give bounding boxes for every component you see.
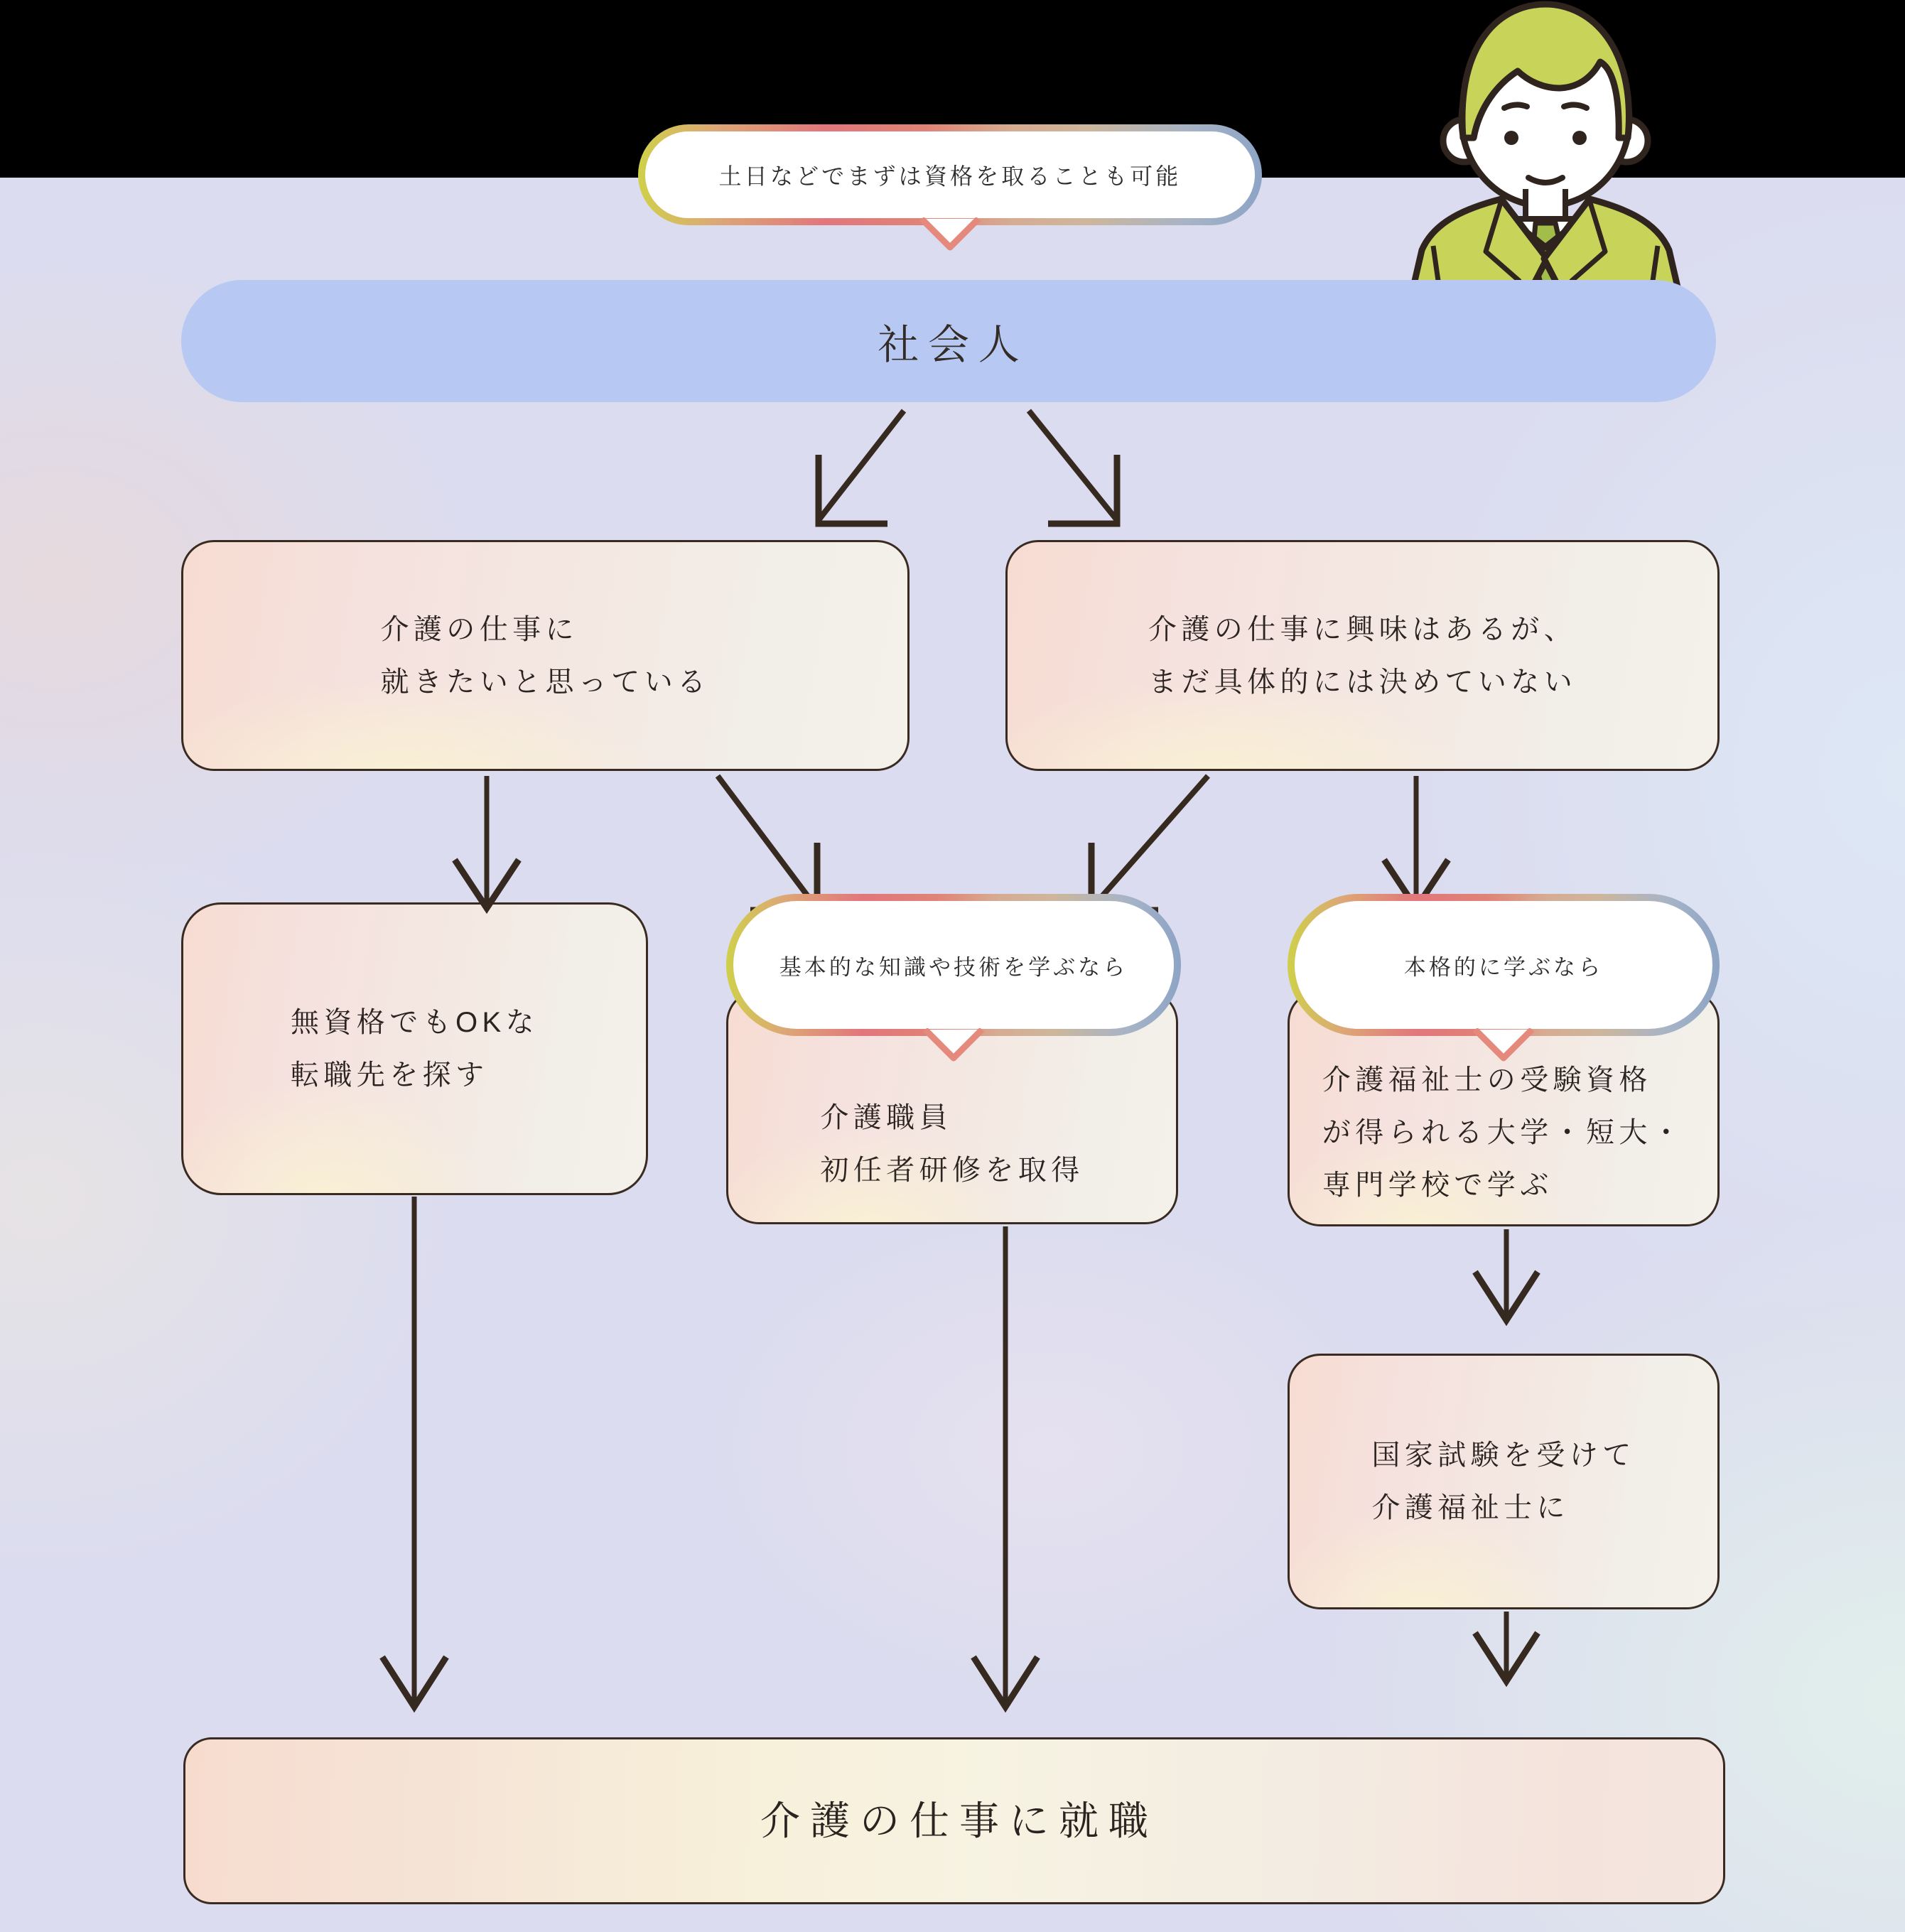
speech-bubble-body: [1295, 901, 1712, 1029]
node-text: 国家試験を受けて 介護福祉士に: [1371, 1440, 1636, 1523]
speech-bubble-tail: [1469, 1028, 1538, 1062]
node-national-exam: [1288, 1354, 1720, 1609]
node-text: 介護福祉士の受験資格 が得られる大学・短大・ 専門学校で学ぶ: [1322, 1064, 1685, 1201]
speech-bubble-text: 土日などでまずは資格を取ることも可能: [718, 163, 1182, 189]
arrow-no-license-to-goal: [382, 1197, 446, 1707]
speech-bubble-tail: [916, 217, 984, 252]
node-text: 介護の仕事に就職: [760, 1798, 1158, 1843]
node-text: 介護の仕事に 就きたいと思っている: [380, 613, 711, 698]
speech-bubble-body: [645, 131, 1255, 218]
businessperson-illustration: [1403, 0, 1688, 306]
arrow-school-to-exam: [1475, 1229, 1538, 1320]
arrow-exam-to-goal: [1475, 1612, 1538, 1681]
speech-bubble-basic-skills: [726, 894, 1181, 1036]
speech-bubble-body: [733, 901, 1174, 1029]
speech-bubble-tail: [919, 1028, 988, 1062]
speech-bubble-text: 本格的に学ぶなら: [1403, 954, 1604, 980]
speech-bubble-text: 基本的な知識や技術を学ぶなら: [779, 954, 1128, 980]
arrow-training-to-goal: [973, 1226, 1037, 1707]
node-want-care-job: [181, 540, 910, 771]
arrow-interested-to-school: [1384, 776, 1448, 908]
arrow-interested-to-training: [1091, 776, 1208, 910]
node-text: 介護職員 初任者研修を取得: [820, 1102, 1084, 1186]
node-interested-undecided: [1005, 540, 1720, 771]
arrow-start-to-interested: [1029, 411, 1117, 524]
arrow-want-to-no-license: [455, 776, 519, 908]
node-text: 介護の仕事に興味はあるが、 まだ具体的には決めていない: [1148, 613, 1577, 698]
node-no-license-job-search: [181, 902, 648, 1195]
speech-bubble-weekend-qualification: [638, 124, 1262, 225]
start-node-shakaijin: 社会人: [181, 280, 1716, 402]
arrow-start-to-want: [819, 411, 904, 524]
arrow-want-to-training: [718, 776, 817, 910]
node-goal-employment: [183, 1737, 1725, 1904]
speech-bubble-serious-study: [1288, 894, 1720, 1036]
node-text: 無資格でもOKな 転職先を探す: [291, 1007, 539, 1091]
